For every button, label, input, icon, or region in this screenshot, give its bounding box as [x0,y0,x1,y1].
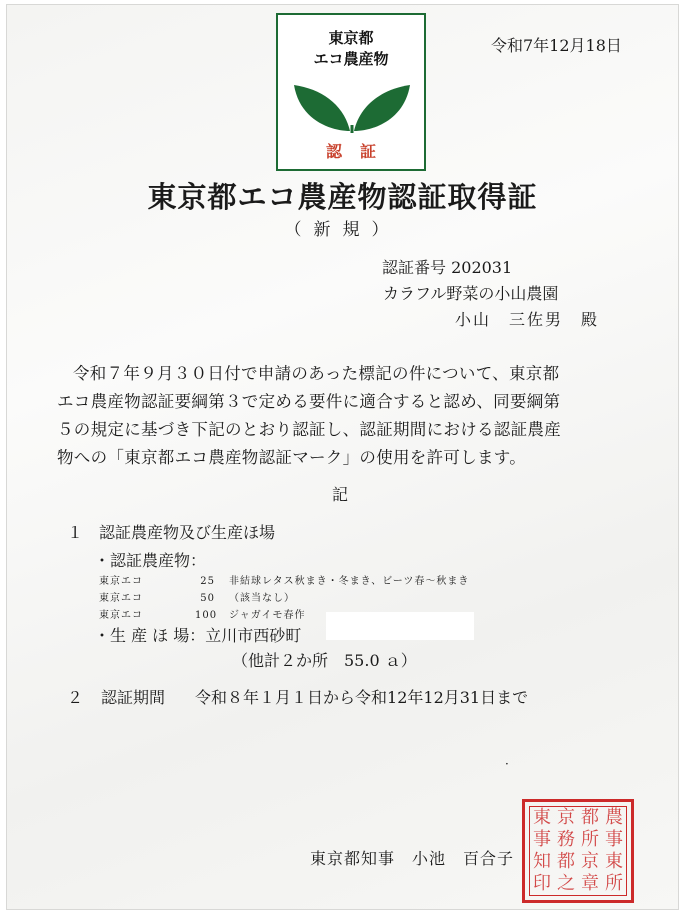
logo-text-eco-produce: エコ農産物 [313,50,389,68]
seal-glyph: 事 [533,829,551,850]
seal-glyph: 印 [533,873,551,894]
governor-signature: 東京都知事 小池 百合子 [310,849,515,868]
leaf-icon [292,71,412,135]
product-category: 東京エコ [99,610,143,621]
seal-glyph: 所 [605,873,623,894]
product-crops: 非結球レタス秋まき・冬まき、ビーツ春～秋まき [229,576,470,587]
farm-name: カラフル野菜の小山農園 [383,284,559,303]
body-line: エコ農産物認証要綱第３で定める要件に適合すると認め、同要綱第 [57,392,561,411]
body-line: ５の規定に基づき下記のとおり認証し、認証期間における認証農産 [57,420,561,439]
product-category: 東京エコ [99,576,143,587]
product-row [99,589,295,604]
seal-glyph: 章 [581,873,599,894]
body-line: 令和７年９月３０日付で申請のあった標記の件について、東京都 [73,364,560,383]
product-number: 100 [195,610,218,621]
document-subtitle: （新規） [284,220,401,240]
section2-number: ２ [67,688,84,707]
seal-glyph: 東 [605,851,623,872]
seal-glyph: 京 [581,851,599,872]
section1-heading: １ 認証農産物及び生産ほ場 [67,523,276,542]
product-crops: （該当なし） [229,593,295,604]
logo-text-certified: 認証 [325,142,394,161]
field-location: 立川市西砂町 [205,626,302,645]
logo-text-tokyo: 東京都 [328,29,374,47]
body-paragraph [57,360,657,472]
production-field [94,623,301,646]
addressee-name: 小山 三佐男 殿 [455,310,600,329]
seal-glyph: 之 [557,873,575,894]
certificate-document [6,4,679,910]
eco-certification-logo [276,13,426,171]
products-label: ・認証農産物： [94,551,207,570]
seal-glyph: 京 [557,807,575,828]
seal-glyph: 所 [581,829,599,850]
seal-glyph: 知 [533,851,551,872]
product-row [99,606,306,621]
stray-mark: · [505,757,509,771]
product-number: 50 [200,593,215,604]
seal-glyph: 事 [605,829,623,850]
product-category: 東京エコ [99,593,143,604]
section2-certification-period [67,685,528,708]
official-seal [522,799,634,903]
body-line: 物への「東京都エコ農産物認証マーク」の使用を許可します。 [57,448,527,467]
seal-glyph: 農 [605,807,623,828]
seal-glyph: 東 [533,807,551,828]
product-number: 25 [200,576,215,587]
redaction-box [326,612,474,640]
notation-heading: 記 [332,485,349,504]
issue-date: 令和7年12月18日 [491,36,622,55]
seal-glyph: 都 [581,807,599,828]
document-title: 東京都エコ農産物認証取得証 [147,180,538,214]
product-crops: ジャガイモ春作 [229,610,306,621]
product-row [99,572,469,587]
field-area-note: （他計２か所 55.0 ａ） [232,651,417,670]
field-label: ・生 産 ほ 場： [94,626,206,645]
seal-glyph: 務 [557,829,575,850]
seal-glyph: 都 [557,851,575,872]
certification-number: 認証番号 202031 [382,258,513,277]
section2-label: 認証期間 [101,688,166,707]
seal-characters [529,806,627,896]
certification-period: 令和８年１月１日から令和12年12月31日まで [195,688,529,707]
